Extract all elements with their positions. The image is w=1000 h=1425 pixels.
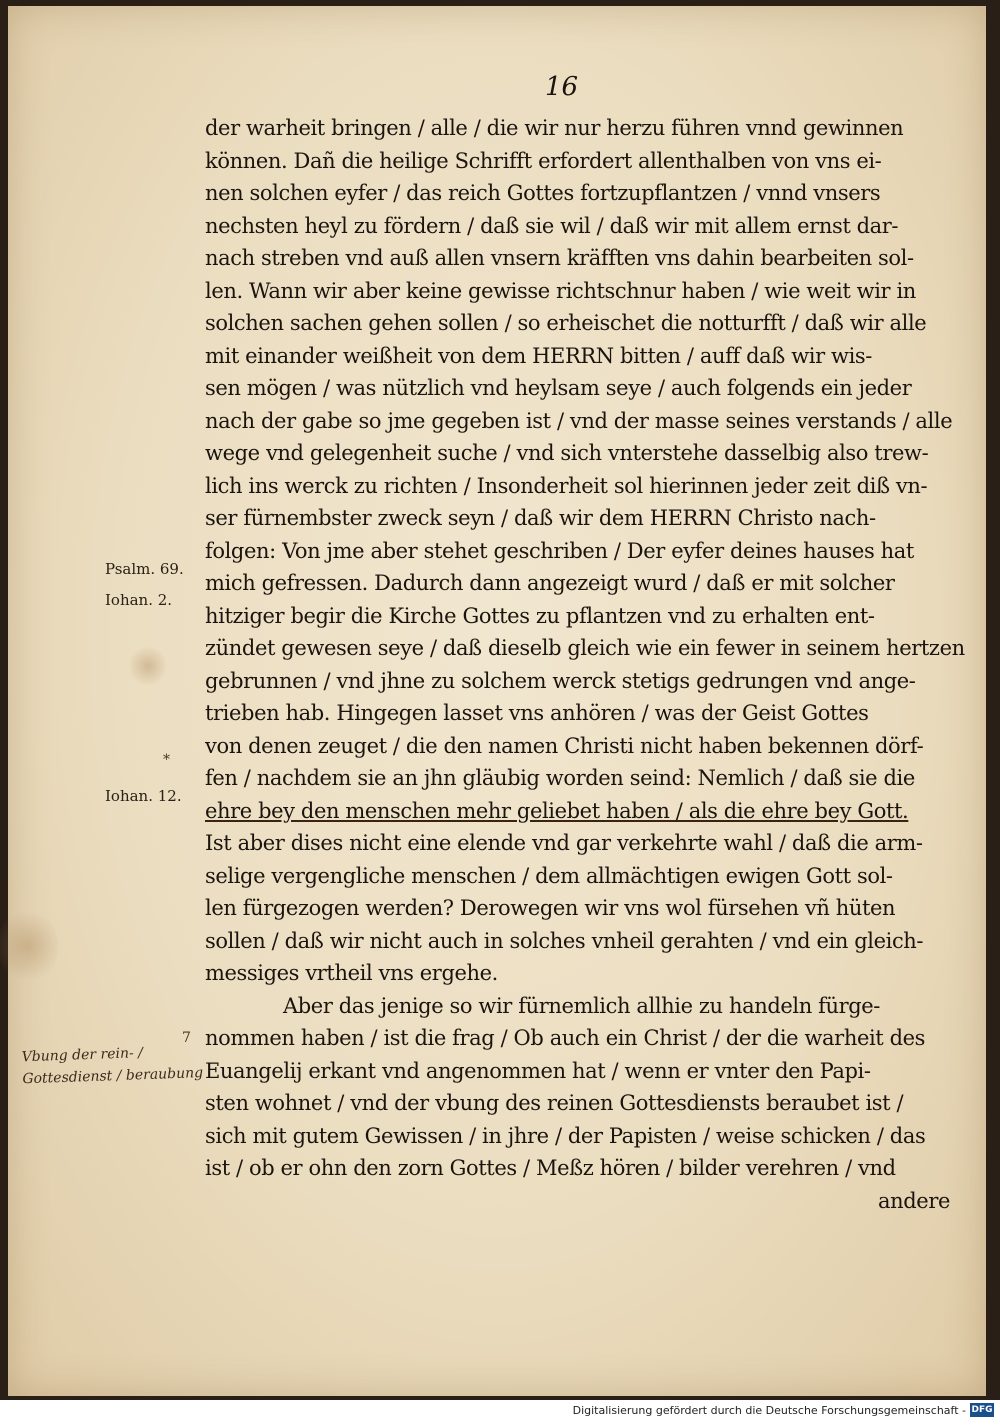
pen-mark: 7	[182, 1030, 191, 1046]
text-line: messiges vrtheil vns ergehe.	[205, 961, 498, 985]
handwritten-marginal-note: Vbung der rein- / Gottesdienst / beraubung	[21, 1045, 204, 1088]
text-line: folgen: Von jme aber stehet geschriben / Der eyfer deines hauses hat	[205, 538, 914, 563]
text-line: len. Wann wir aber keine gewisse richtschnur haben / wie weit wir in	[205, 278, 916, 303]
text-line: nach streben vnd auß allen vnsern kräfften vns dahin bearbeiten sol-	[205, 246, 914, 270]
margin-note-johan-2: Iohan. 2.	[105, 591, 173, 609]
text-line: sten wohnet / vnd der vbung des reinen Gottesdiensts beraubet ist /	[205, 1091, 904, 1115]
text-line: nen solchen eyfer / das reich Gottes fortzupflantzen / vnnd vnsers	[205, 181, 881, 205]
text-line: mich gefressen. Dadurch dann angezeigt wurd / daß er mit solcher	[205, 571, 895, 595]
text-line: zündet gewesen seye / daß dieselb gleich wie ein fewer in seinem hertzen	[205, 636, 965, 660]
text-line-underlined: ehre bey den menschen mehr geliebet haben / als die ehre bey Gott.	[205, 798, 909, 823]
text-line: selige vergengliche menschen / dem allmächtigen ewigen Gott sol-	[205, 863, 893, 888]
pen-mark: *	[163, 752, 170, 768]
margin-note-johan-12: Iohan. 12.	[105, 787, 182, 805]
margin-note-psalm: Psalm. 69.	[105, 560, 184, 578]
text-line: können. Dañ die heilige Schrifft erfordert allenthalben von vns ei-	[205, 148, 882, 173]
text-line: gebrunnen / vnd jhne zu solchem werck stetigs gedrungen vnd ange-	[205, 668, 916, 693]
catchword: andere	[878, 1188, 950, 1213]
text-line: hitziger begir die Kirche Gottes zu pflantzen vnd zu erhalten ent-	[205, 603, 875, 628]
text-line: sollen / daß wir nicht auch in solches vnheil gerahten / vnd ein gleich-	[205, 928, 924, 953]
paper-stain	[128, 646, 168, 686]
body-text	[205, 112, 965, 1217]
text-line: Euangelij erkant vnd angenommen hat / wenn er vnter den Papi-	[205, 1058, 871, 1083]
page-number: 16	[545, 72, 579, 102]
text-line: fen / nachdem sie an jhn gläubig worden seind: Nemlich / daß sie die	[205, 766, 915, 790]
dfg-logo: DFG	[971, 1405, 993, 1415]
text-line: len fürgezogen werden? Derowegen wir vns wol fürsehen vñ hüten	[205, 896, 896, 920]
text-line: nach der gabe so jme gegeben ist / vnd der masse seines verstands / alle	[205, 408, 953, 433]
text-line: nommen haben / ist die frag / Ob auch ein Christ / der die warheit des	[205, 1026, 926, 1050]
text-line: nechsten heyl zu fördern / daß sie wil / daß wir mit allem ernst dar-	[205, 213, 899, 238]
text-line: sich mit gutem Gewissen / in jhre / der Papisten / weise schicken / das	[205, 1123, 926, 1148]
text-line: sen mögen / was nützlich vnd heylsam seye / auch folgends ein jeder	[205, 376, 912, 400]
text-line: trieben hab. Hingegen lasset vns anhören / was der Geist Gottes	[205, 701, 869, 725]
text-line: von denen zeuget / die den namen Christi nicht haben bekennen dörf-	[205, 733, 924, 758]
text-line: ist / ob er ohn den zorn Gottes / Meßz hören / bilder verehren / vnd	[205, 1156, 896, 1180]
text-line: wege vnd gelegenheit suche / vnd sich vnterstehe dasselbig also trew-	[205, 441, 929, 465]
text-line: lich ins werck zu richten / Insonderheit sol hierinnen jeder zeit diß vn-	[205, 473, 928, 498]
footer-credit: Digitalisierung gefördert durch die Deutsche Forschungsgemeinschaft -	[572, 1404, 966, 1417]
text-line: Ist aber dises nicht eine elende vnd gar verkehrte wahl / daß die arm-	[205, 831, 923, 855]
text-line: solchen sachen gehen sollen / so erheischet die notturfft / daß wir alle	[205, 311, 927, 335]
text-line: mit einander weißheit von dem HERRN bitten / auff daß wir wis-	[205, 343, 872, 368]
text-line: ser fürnembster zweck seyn / daß wir dem HERRN Christo nach-	[205, 506, 876, 530]
text-line-paragraph-start: Aber das jenige so wir fürnemlich allhie zu handeln fürge-	[283, 993, 881, 1018]
text-line: der warheit bringen / alle / die wir nur herzu führen vnnd gewinnen	[205, 116, 904, 140]
paper-stain	[0, 906, 58, 986]
